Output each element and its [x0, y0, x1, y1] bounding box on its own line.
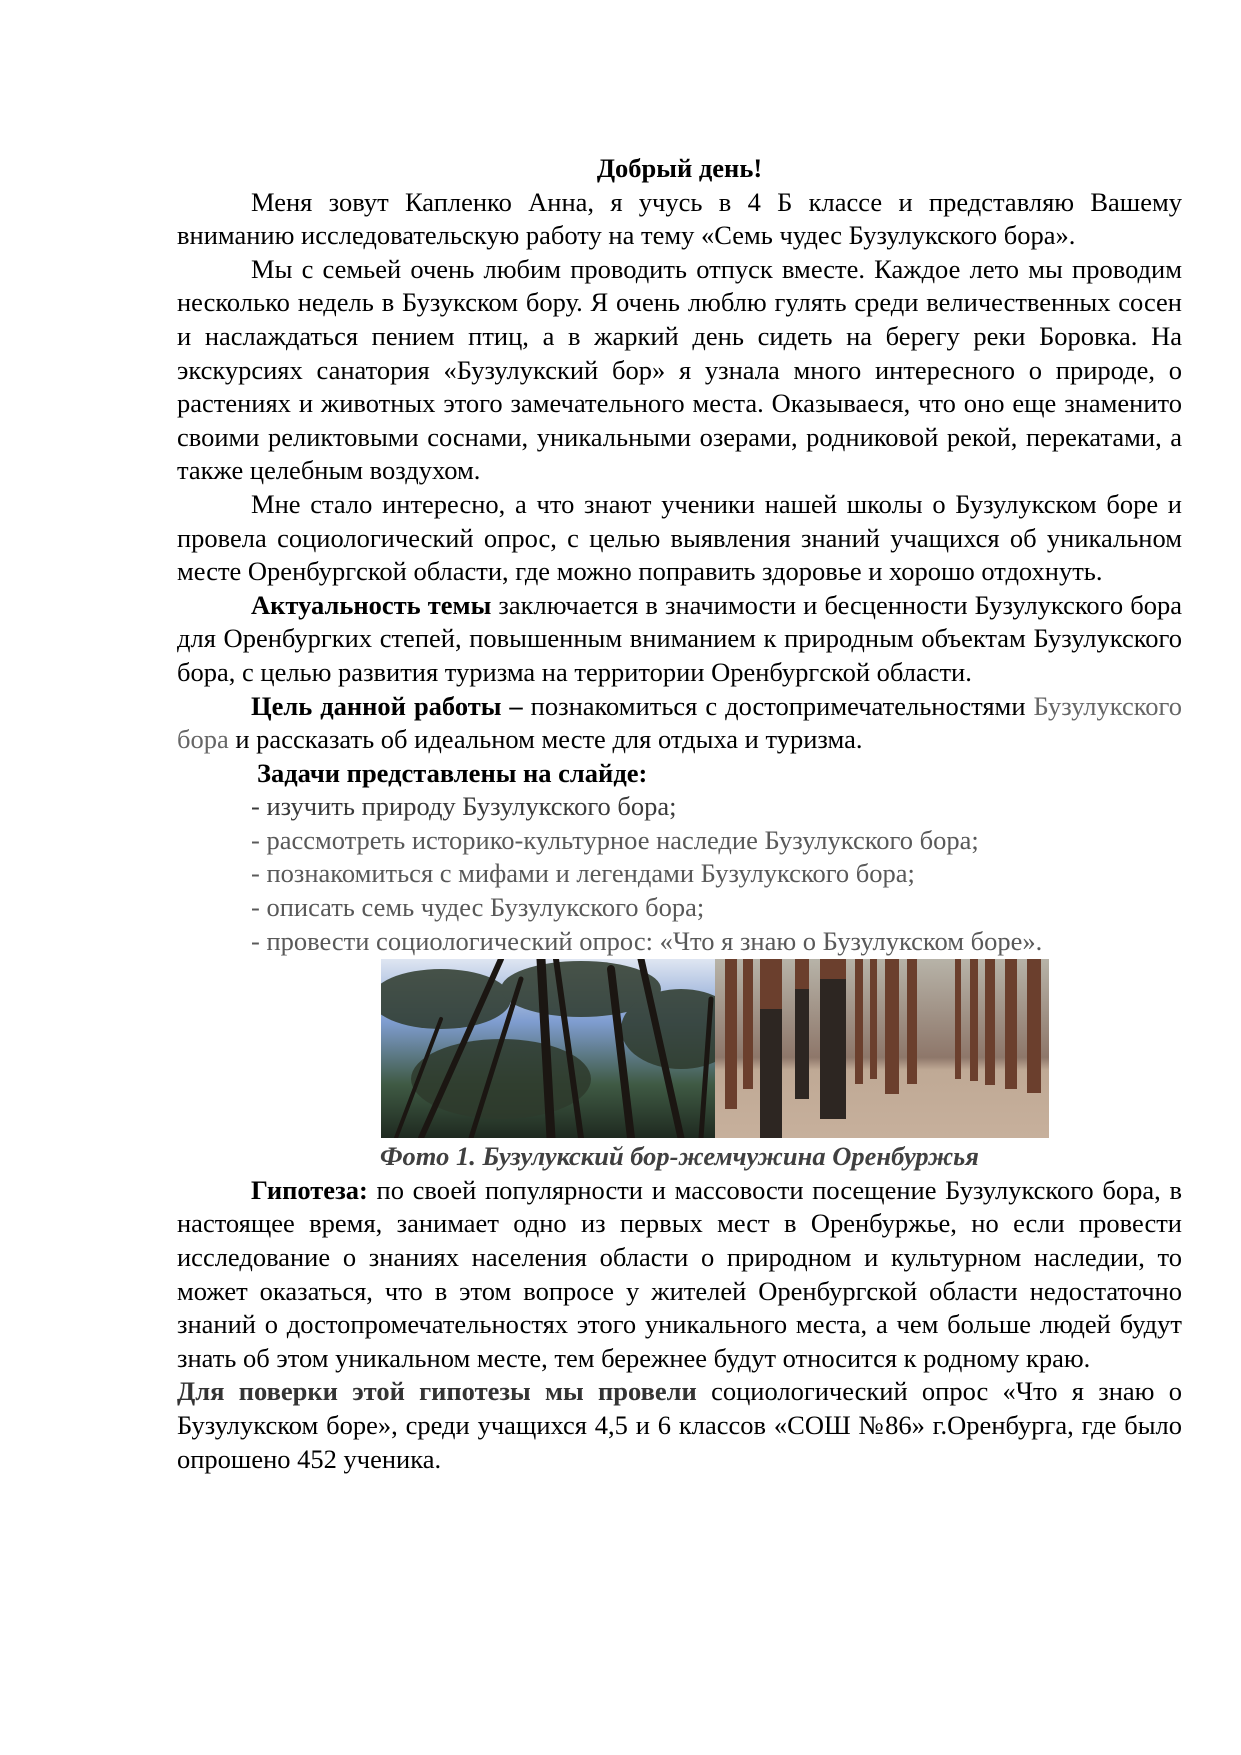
task-item: - изучить природу Бузулукского бора;: [251, 791, 677, 822]
task-item: - провести социологический опрос: «Что я знаю о Бузулукском боре».: [251, 925, 1043, 956]
hypothesis-text: по своей популярности и массовости посещение Бузулукского бора, в настоящее время, занимает одно из первых мест в Оренбуржье, но если провести исследование о знаниях населения области о природном и культурном наследии, то может оказаться, что в этом вопросе у жителей Оренбургской области недостаточно знаний о достопромечательностях этого уникального места, а чем больше людей будут знать об этом уникальном месте, тем бережнее будут относится к родному краю.: [177, 1174, 1182, 1373]
relevance-paragraph: [177, 589, 1182, 690]
hypothesis-paragraph: [177, 1174, 1182, 1376]
photo-figure: [381, 959, 1049, 1138]
goal-paragraph: [177, 690, 1182, 757]
goal-text-before: познакомиться с достопримечательностями: [522, 690, 1034, 721]
goal-text-after: и рассказать об идеальном месте для отдыха и туризма.: [228, 724, 863, 755]
verification-paragraph: [177, 1375, 1182, 1476]
photo-caption: Фото 1. Бузулукский бор-жемчужина Оренбуржья: [380, 1141, 979, 1172]
pine-alley-photo: [715, 959, 1049, 1138]
intro-paragraph: Меня зовут Капленко Анна, я учусь в 4 Б классе и представляю Вашему вниманию исследовательскую работу на тему «Семь чудес Бузулукского бора».: [177, 186, 1182, 251]
pine-alley-illustration: [715, 959, 1049, 1138]
goal-label: Цель данной работы –: [251, 690, 523, 721]
relevance-text: заключается в значимости и бесценности Бузулукского бора для Оренбургких степей, повышенным вниманием к природным объектам Бузулукского бора, с целью развития туризма на территории Оренбургской области.: [177, 589, 1182, 687]
verification-label: Для поверки этой гипотезы мы провели: [177, 1376, 697, 1407]
tasks-heading: Задачи представлены на слайде:: [257, 757, 648, 788]
hypothesis-label: Гипотеза:: [251, 1174, 368, 1205]
survey-intro-paragraph: Мне стало интересно, а что знают ученики нашей школы о Бузулукском боре и провела социологический опрос, с целью выявления знаний учащихся об уникальном месте Оренбургской области, где можно поправить здоровье и хорошо отдохнуть.: [177, 488, 1182, 587]
verification-text: социологический опрос «Что я знаю о Бузулукском боре», среди учащихся 4,5 и 6 классов «СОШ №86» г.Оренбурга, где было опрошено 452 ученика.: [177, 1376, 1182, 1474]
document-page: [177, 152, 1182, 1476]
goal-highlight: Бузулукского бора: [177, 690, 1182, 755]
relevance-label: Актуальность темы: [251, 589, 492, 620]
document-title: Добрый день!: [596, 153, 763, 183]
task-item: - рассмотреть историко-культурное наследие Бузулукского бора;: [251, 824, 979, 855]
family-paragraph: Мы с семьей очень любим проводить отпуск вместе. Каждое лето мы проводим несколько недель в Бузукском бору. Я очень люблю гулять среди величественных сосен и наслаждаться пением птиц, а в жаркий день сидеть на берегу реки Боровка. На экскурсиях санатория «Бузулукский бор» я узнала много интересного о природе, о растениях и животных этого замечательного места. Оказываеся, что оно еще знаменито своими реликтовыми соснами, уникальными озерами, родниковой рекой, перекатами, а также целебным воздухом.: [177, 253, 1182, 486]
pine-trunks-illustration: [381, 959, 715, 1138]
task-item: - познакомиться с мифами и легендами Бузулукского бора;: [251, 858, 915, 889]
pine-sky-photo: [381, 959, 715, 1138]
task-item: - описать семь чудес Бузулукского бора;: [251, 892, 705, 923]
